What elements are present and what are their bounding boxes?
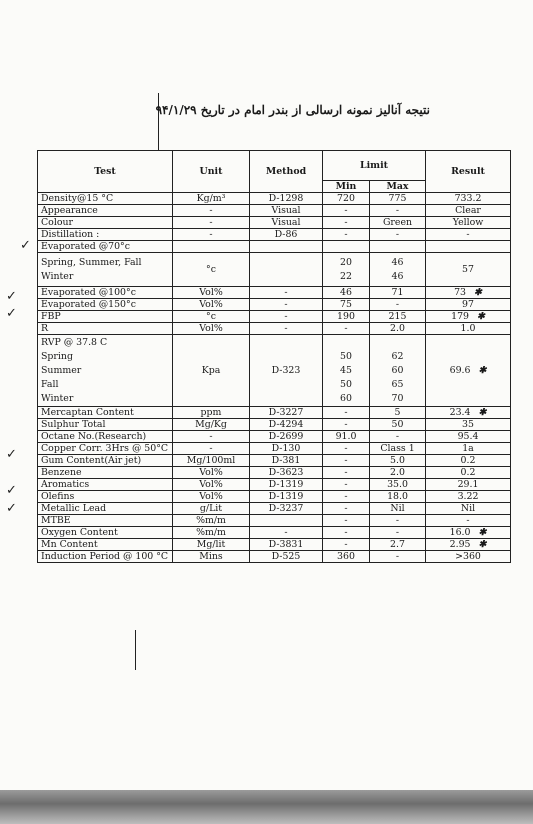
checkmark-icon: ✓ [6,447,17,462]
min-line: 60 [340,392,352,404]
unit-cell: - [173,205,250,217]
test-name: Evaporated @70°c [38,241,173,253]
handwritten-star-mark: ✱ [478,365,487,376]
min-line: 50 [340,378,352,390]
min-cell: - [323,229,370,241]
unit-cell [173,241,250,253]
result-value: - [466,229,470,240]
table-row [38,205,511,217]
min-cell: 75 [323,299,370,311]
analysis-table [37,150,511,563]
min-cell: - [323,205,370,217]
result-cell [426,479,511,491]
method-cell: D-130 [250,443,323,455]
handwritten-star-mark: ✱ [474,287,482,298]
method-cell: D-3237 [250,503,323,515]
unit-cell: °c [173,311,250,323]
max-cell: - [370,431,426,443]
header-max: Max [370,181,426,193]
test-name: Mn Content [38,539,173,551]
max-cell: 2.0 [370,467,426,479]
test-name: Aromatics [38,479,173,491]
table-row [38,217,511,229]
max-cell [370,241,426,253]
result-value: Yellow [452,217,484,228]
result-value: 2.95 [449,539,471,550]
method-cell: - [250,287,323,299]
method-cell: D-525 [250,551,323,563]
min-cell [323,253,370,287]
test-name: R [38,323,173,335]
result-value: 16.0 [449,527,471,538]
test-name-line: RVP @ 37.8 C [41,336,108,348]
unit-cell: Mg/100ml [173,455,250,467]
unit-cell: - [173,443,250,455]
result-cell [426,217,511,229]
max-cell: 71 [370,287,426,299]
table-row [38,515,511,527]
table-row [38,539,511,551]
method-cell: D-1319 [250,479,323,491]
test-name: Appearance [38,205,173,217]
method-cell: D-3623 [250,467,323,479]
method-cell: D-323 [250,335,323,407]
result-cell [426,323,511,335]
test-name: Octane No.(Research) [38,431,173,443]
min-cell: - [323,527,370,539]
result-value: 733.2 [454,193,482,204]
method-cell: - [250,311,323,323]
result-cell [426,205,511,217]
max-cell: - [370,205,426,217]
min-cell: - [323,217,370,229]
header-row [38,151,511,181]
unit-cell: g/Lit [173,503,250,515]
unit-cell: Mg/lit [173,539,250,551]
table-row [38,479,511,491]
result-cell [426,193,511,205]
result-value: 1a [462,443,474,454]
method-cell: - [250,527,323,539]
max-line: 62 [391,350,404,362]
table-row [38,241,511,253]
max-cell: 215 [370,311,426,323]
min-cell: - [323,323,370,335]
method-cell: D-2699 [250,431,323,443]
result-cell [426,287,511,299]
max-cell: 2.0 [370,323,426,335]
scan-line [158,93,159,151]
result-cell [426,551,511,563]
table-row [38,229,511,241]
test-name-line: Winter [41,392,74,404]
result-value: Clear [455,205,481,216]
handwritten-star-mark: ✱ [477,311,485,322]
min-cell: - [323,503,370,515]
table-row [38,527,511,539]
unit-cell: - [173,229,250,241]
header-method: Method [250,151,323,193]
min-cell: 91.0 [323,431,370,443]
result-cell [426,431,511,443]
table-row [38,193,511,205]
report-title: نتیجه آنالیز نمونه ارسالی از بندر امام در تاریخ ۹۴/۱/۲۹ [155,103,430,117]
unit-cell: Vol% [173,467,250,479]
result-value: 0.2 [460,467,476,478]
max-line [373,336,422,350]
method-cell: - [250,299,323,311]
unit-cell: %m/m [173,515,250,527]
unit-cell: Vol% [173,287,250,299]
test-name-line: Spring [41,350,73,362]
min-cell: - [323,443,370,455]
result-cell [426,443,511,455]
method-cell: - [250,323,323,335]
min-line: 45 [340,364,352,376]
min-cell: - [323,479,370,491]
test-name-line: Spring, Summer, Fall [41,256,142,268]
result-cell [426,467,511,479]
table-row [38,311,511,323]
method-cell [250,241,323,253]
min-line: 22 [340,270,352,282]
max-line: 65 [391,378,404,390]
min-cell: - [323,407,370,419]
result-value: 95.4 [457,431,479,442]
test-name: Evaporated @150°c [38,299,173,311]
min-cell: - [323,515,370,527]
header-test: Test [38,151,173,193]
min-cell: 360 [323,551,370,563]
min-cell: - [323,491,370,503]
test-name [38,253,173,287]
unit-cell: ppm [173,407,250,419]
unit-cell: Mins [173,551,250,563]
max-cell: 18.0 [370,491,426,503]
min-line: 50 [340,350,352,362]
unit-cell: °c [173,253,250,287]
method-cell: D-1298 [250,193,323,205]
method-cell: Visual [250,205,323,217]
test-name [38,335,173,407]
method-cell: D-86 [250,229,323,241]
result-value: 179 [451,311,470,322]
table-row [38,323,511,335]
result-cell [426,515,511,527]
table-row [38,335,511,407]
test-name: Oxygen Content [38,527,173,539]
header-min: Min [323,181,370,193]
min-cell [323,335,370,407]
handwritten-star-mark: ✱ [478,539,487,550]
max-cell: Class 1 [370,443,426,455]
result-cell [426,253,511,287]
checkmark-icon: ✓ [6,501,17,516]
result-cell [426,539,511,551]
test-name: Metallic Lead [38,503,173,515]
unit-cell: %m/m [173,527,250,539]
checkmark-icon: ✓ [20,238,31,253]
unit-cell: Kg/m³ [173,193,250,205]
result-value: 35 [462,419,474,430]
handwritten-star-mark: ✱ [478,407,487,418]
test-name: Colour [38,217,173,229]
unit-cell: Vol% [173,491,250,503]
min-cell: - [323,467,370,479]
method-cell [250,515,323,527]
min-line: 20 [340,256,352,268]
min-cell: - [323,419,370,431]
scan-line-bottom [135,630,136,670]
result-value: Nil [460,503,476,514]
test-name: Density@15 °C [38,193,173,205]
checkmark-icon: ✓ [6,289,17,304]
result-value: 3.22 [457,491,479,502]
test-name-line: Fall [41,378,59,390]
unit-cell: - [173,431,250,443]
max-cell: 5 [370,407,426,419]
table-row [38,491,511,503]
method-cell: D-381 [250,455,323,467]
min-cell: 720 [323,193,370,205]
test-name: Distillation : [38,229,173,241]
result-cell [426,407,511,419]
max-cell: - [370,515,426,527]
table-row [38,503,511,515]
max-line: 70 [391,392,404,404]
header-unit: Unit [173,151,250,193]
table-row [38,253,511,287]
header-limit: Limit [323,151,426,181]
result-value: 97 [462,299,474,310]
result-cell [426,241,511,253]
result-value: - [466,515,470,526]
unit-cell: Vol% [173,479,250,491]
table-row [38,455,511,467]
result-cell [426,229,511,241]
max-cell: Green [370,217,426,229]
unit-cell: Vol% [173,323,250,335]
min-cell: - [323,455,370,467]
checkmark-icon: ✓ [6,483,17,498]
unit-cell: - [173,217,250,229]
header-result: Result [426,151,511,193]
method-cell: D-3831 [250,539,323,551]
scanner-edge [0,790,533,824]
result-cell [426,455,511,467]
test-name: Sulphur Total [38,419,173,431]
max-cell: - [370,299,426,311]
min-cell: 46 [323,287,370,299]
max-line: 60 [391,364,404,376]
unit-cell: Mg/Kg [173,419,250,431]
result-value: 57 [462,264,474,275]
table-row [38,467,511,479]
max-cell [370,253,426,287]
max-cell: - [370,229,426,241]
table-row [38,419,511,431]
result-value: 1.0 [460,323,476,334]
handwritten-star-mark: ✱ [478,527,487,538]
method-cell: Visual [250,217,323,229]
max-cell: 50 [370,419,426,431]
test-name: FBP [38,311,173,323]
table-row [38,287,511,299]
min-line [326,336,366,350]
max-cell: 35.0 [370,479,426,491]
max-line: 46 [391,256,404,268]
result-cell [426,419,511,431]
result-cell [426,299,511,311]
max-cell: 2.7 [370,539,426,551]
max-cell: - [370,551,426,563]
test-name: Benzene [38,467,173,479]
max-cell: 775 [370,193,426,205]
result-value: 29.1 [457,479,479,490]
min-cell: - [323,539,370,551]
result-cell [426,491,511,503]
table-row [38,443,511,455]
checkmark-icon: ✓ [6,306,17,321]
table-row [38,551,511,563]
unit-cell: Vol% [173,299,250,311]
method-cell [250,253,323,287]
max-cell: - [370,527,426,539]
result-value: 23.4 [449,407,471,418]
method-cell: D-3227 [250,407,323,419]
test-name: Evaporated @100°c [38,287,173,299]
min-cell [323,241,370,253]
test-name: Induction Period @ 100 °C [38,551,173,563]
test-name-line: Winter [41,270,74,282]
result-value: 69.6 [449,365,471,376]
test-name: MTBE [38,515,173,527]
result-cell [426,503,511,515]
test-name: Olefins [38,491,173,503]
table-row [38,407,511,419]
table-row [38,431,511,443]
test-name: Gum Content(Air jet) [38,455,173,467]
table-row [38,299,511,311]
max-cell: 5.0 [370,455,426,467]
test-name-line: Summer [41,364,82,376]
test-name: Mercaptan Content [38,407,173,419]
max-line: 46 [391,270,404,282]
max-cell [370,335,426,407]
result-cell [426,335,511,407]
result-cell [426,311,511,323]
method-cell: D-4294 [250,419,323,431]
result-cell [426,527,511,539]
result-value: >360 [455,551,481,562]
min-cell: 190 [323,311,370,323]
method-cell: D-1319 [250,491,323,503]
result-value: 73 [454,287,467,298]
result-value: 0.2 [460,455,476,466]
max-cell: Nil [370,503,426,515]
unit-cell: Kpa [173,335,250,407]
test-name: Copper Corr. 3Hrs @ 50°C [38,443,173,455]
